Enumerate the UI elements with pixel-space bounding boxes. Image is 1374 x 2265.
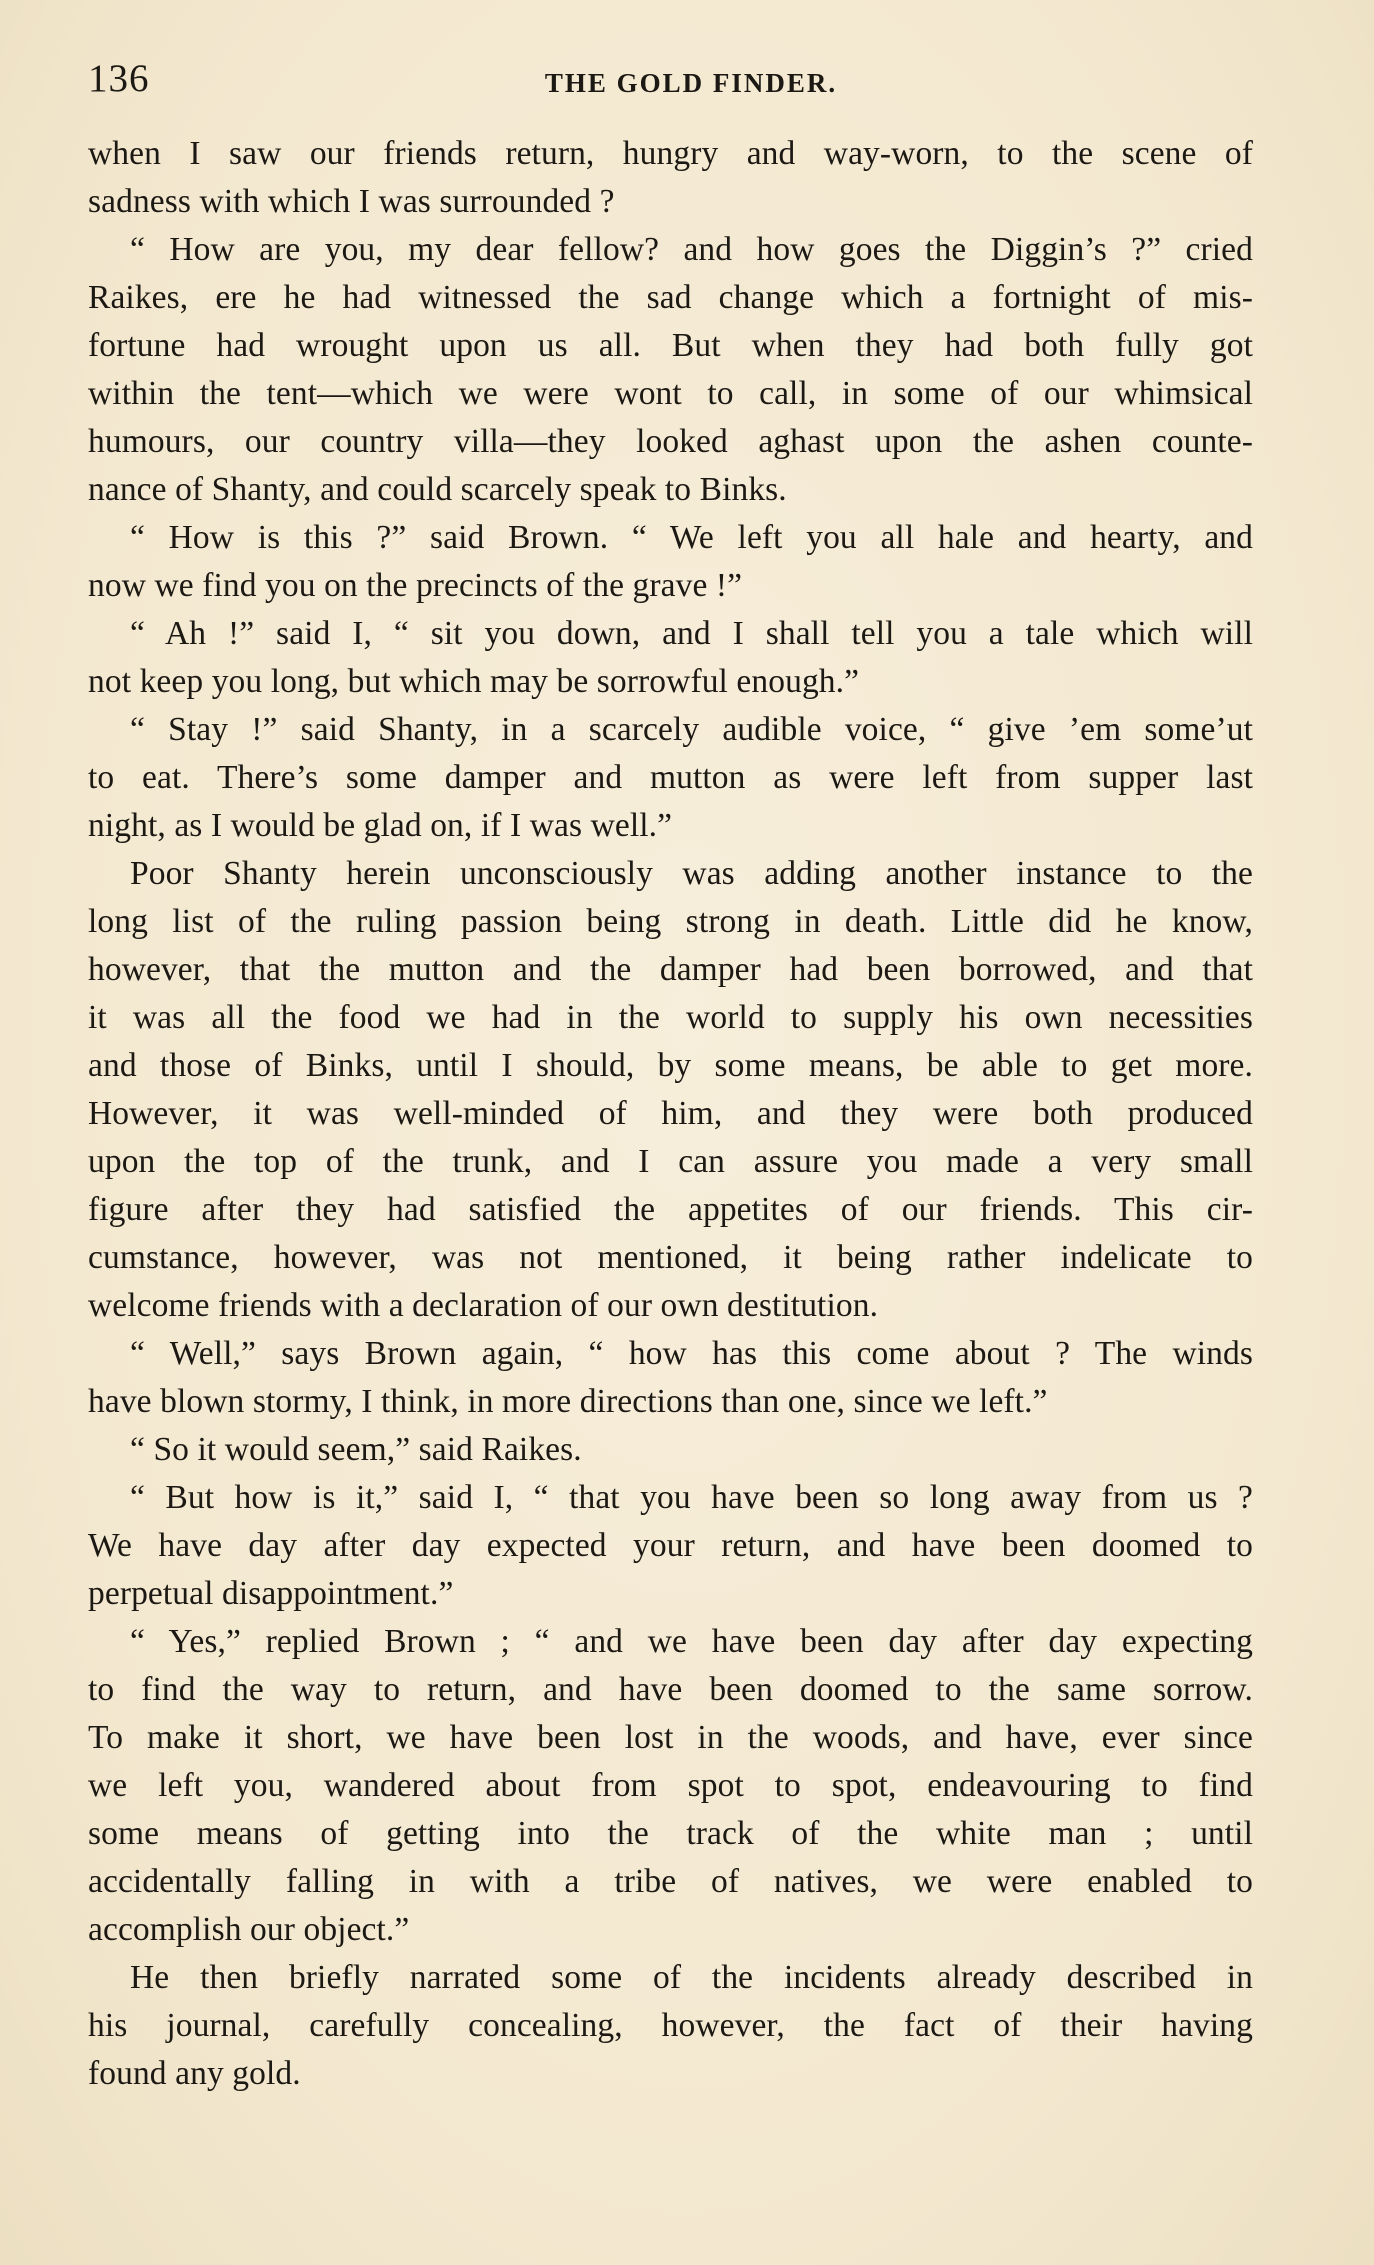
text-line: some means of getting into the track of the white man ; until: [88, 1815, 1253, 1852]
running-title: THE GOLD FINDER.: [544, 68, 838, 98]
body-text: [88, 130, 1253, 2098]
text-line: however, that the mutton and the damper had been borrowed, and that: [88, 951, 1253, 988]
text-line: welcome friends with a declaration of our own destitution.: [88, 1287, 879, 1324]
text-line: have blown stormy, I think, in more directions than one, since we left.”: [88, 1383, 1048, 1420]
text-line: found any gold.: [88, 2055, 301, 2092]
text-line: we left you, wandered about from spot to spot, endeavouring to find: [88, 1767, 1253, 1804]
text-line: and those of Binks, until I should, by some means, be able to get more.: [88, 1047, 1253, 1084]
text-line: his journal, carefully concealing, however, the fact of their having: [88, 2007, 1253, 2044]
text-line: upon the top of the trunk, and I can assure you made a very small: [88, 1143, 1253, 1180]
text-line: Poor Shanty herein unconsciously was adding another instance to the: [130, 855, 1253, 892]
text-line: “ So it would seem,” said Raikes.: [130, 1431, 582, 1468]
text-line: “ Ah !” said I, “ sit you down, and I shall tell you a tale which will: [130, 615, 1253, 652]
text-line: it was all the food we had in the world to supply his own necessities: [88, 999, 1253, 1036]
text-line: figure after they had satisfied the appetites of our friends. This cir-: [88, 1191, 1253, 1228]
text-line: long list of the ruling passion being strong in death. Little did he know,: [88, 903, 1253, 940]
running-head: [88, 56, 1254, 106]
text-line: He then briefly narrated some of the incidents already described in: [130, 1959, 1253, 1996]
text-line: “ But how is it,” said I, “ that you have been so long away from us ?: [130, 1479, 1253, 1516]
text-line: However, it was well-minded of him, and they were both produced: [88, 1095, 1253, 1132]
text-line: “ Yes,” replied Brown ; “ and we have been day after day expecting: [130, 1623, 1253, 1660]
text-line: now we find you on the precincts of the grave !”: [88, 567, 743, 604]
text-line: “ How is this ?” said Brown. “ We left you all hale and hearty, and: [130, 519, 1253, 556]
text-line: “ How are you, my dear fellow? and how goes the Diggin’s ?” cried: [130, 231, 1253, 268]
text-line: “ Well,” says Brown again, “ how has this come about ? The winds: [130, 1335, 1253, 1372]
text-line: sadness with which I was surrounded ?: [88, 183, 615, 220]
page-number: 136: [88, 57, 150, 100]
text-line: nance of Shanty, and could scarcely speak to Binks.: [88, 471, 787, 508]
text-line: when I saw our friends return, hungry and way-worn, to the scene of: [88, 135, 1253, 172]
text-line: accomplish our object.”: [88, 1911, 410, 1948]
text-line: fortune had wrought upon us all. But when they had both fully got: [88, 327, 1253, 364]
text-line: cumstance, however, was not mentioned, it being rather indelicate to: [88, 1239, 1253, 1276]
text-line: “ Stay !” said Shanty, in a scarcely audible voice, “ give ’em some’ut: [130, 711, 1253, 748]
text-line: perpetual disappointment.”: [88, 1575, 454, 1612]
text-line: to find the way to return, and have been doomed to the same sorrow.: [88, 1671, 1253, 1708]
text-line: humours, our country villa—they looked aghast upon the ashen counte-: [88, 423, 1253, 460]
text-line: within the tent—which we were wont to call, in some of our whimsical: [88, 375, 1253, 412]
text-line: to eat. There’s some damper and mutton as were left from supper last: [88, 759, 1253, 796]
text-line: night, as I would be glad on, if I was well.”: [88, 807, 673, 844]
text-line: accidentally falling in with a tribe of natives, we were enabled to: [88, 1863, 1253, 1900]
text-line: We have day after day expected your return, and have been doomed to: [88, 1527, 1253, 1564]
text-line: not keep you long, but which may be sorrowful enough.”: [88, 663, 860, 700]
text-line: To make it short, we have been lost in the woods, and have, ever since: [88, 1719, 1253, 1756]
text-line: Raikes, ere he had witnessed the sad change which a fortnight of mis-: [88, 279, 1253, 316]
